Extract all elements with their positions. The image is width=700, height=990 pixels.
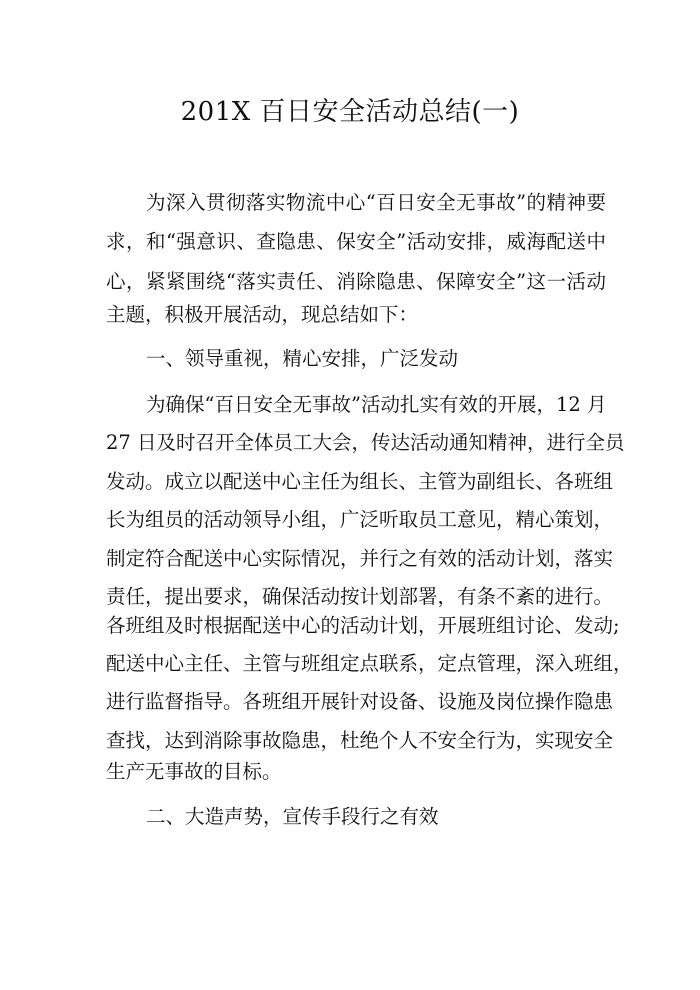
section-1-line: 配送中心主任、主管与班组定点联系，定点管理，深入班组， xyxy=(106,652,633,675)
intro-line: 求，和“强意识、查隐患、保安全”活动安排，威海配送中 xyxy=(106,230,606,253)
section-1-line: 责任，提出要求，确保活动按计划部署，有条不紊的进行。 xyxy=(106,585,614,608)
section-1-line: 查找，达到消除事故隐患，杜绝个人不安全行为，实现安全 xyxy=(106,729,614,752)
section-1-line: 生产无事故的目标。 xyxy=(106,760,282,783)
section-1-line: 各班组及时根据配送中心的活动计划，开展班组讨论、发动; xyxy=(106,614,620,637)
section-1-line: 长为组员的活动领导小组，广泛听取员工意见，精心策划， xyxy=(106,508,614,531)
section-1-line: 发动。成立以配送中心主任为组长、主管为副组长、各班组 xyxy=(106,470,614,493)
section-1-line: 27 日及时召开全体员工大会，传达活动通知精神，进行全员 xyxy=(106,431,625,454)
section-1-line: 进行监督指导。各班组开展针对设备、设施及岗位操作隐患 xyxy=(106,690,614,713)
intro-line: 主题，积极开展活动，现总结如下： xyxy=(106,303,419,326)
document-title: 201X 百日安全活动总结(一) xyxy=(180,97,520,127)
intro-line: 为深入贯彻落实物流中心“百日安全无事故”的精神要 xyxy=(146,191,606,214)
intro-line: 心，紧紧围绕“落实责任、消除隐患、保障安全”这一活动 xyxy=(106,270,606,293)
section-1-line: 为确保“百日安全无事故”活动扎实有效的开展，12 月 xyxy=(146,393,607,416)
section-1-line: 制定符合配送中心实际情况，并行之有效的活动计划，落实 xyxy=(106,547,614,570)
section-1-heading: 一、领导重视，精心安排，广泛发动 xyxy=(146,347,459,370)
section-2-heading: 二、大造声势，宣传手段行之有效 xyxy=(146,805,439,828)
